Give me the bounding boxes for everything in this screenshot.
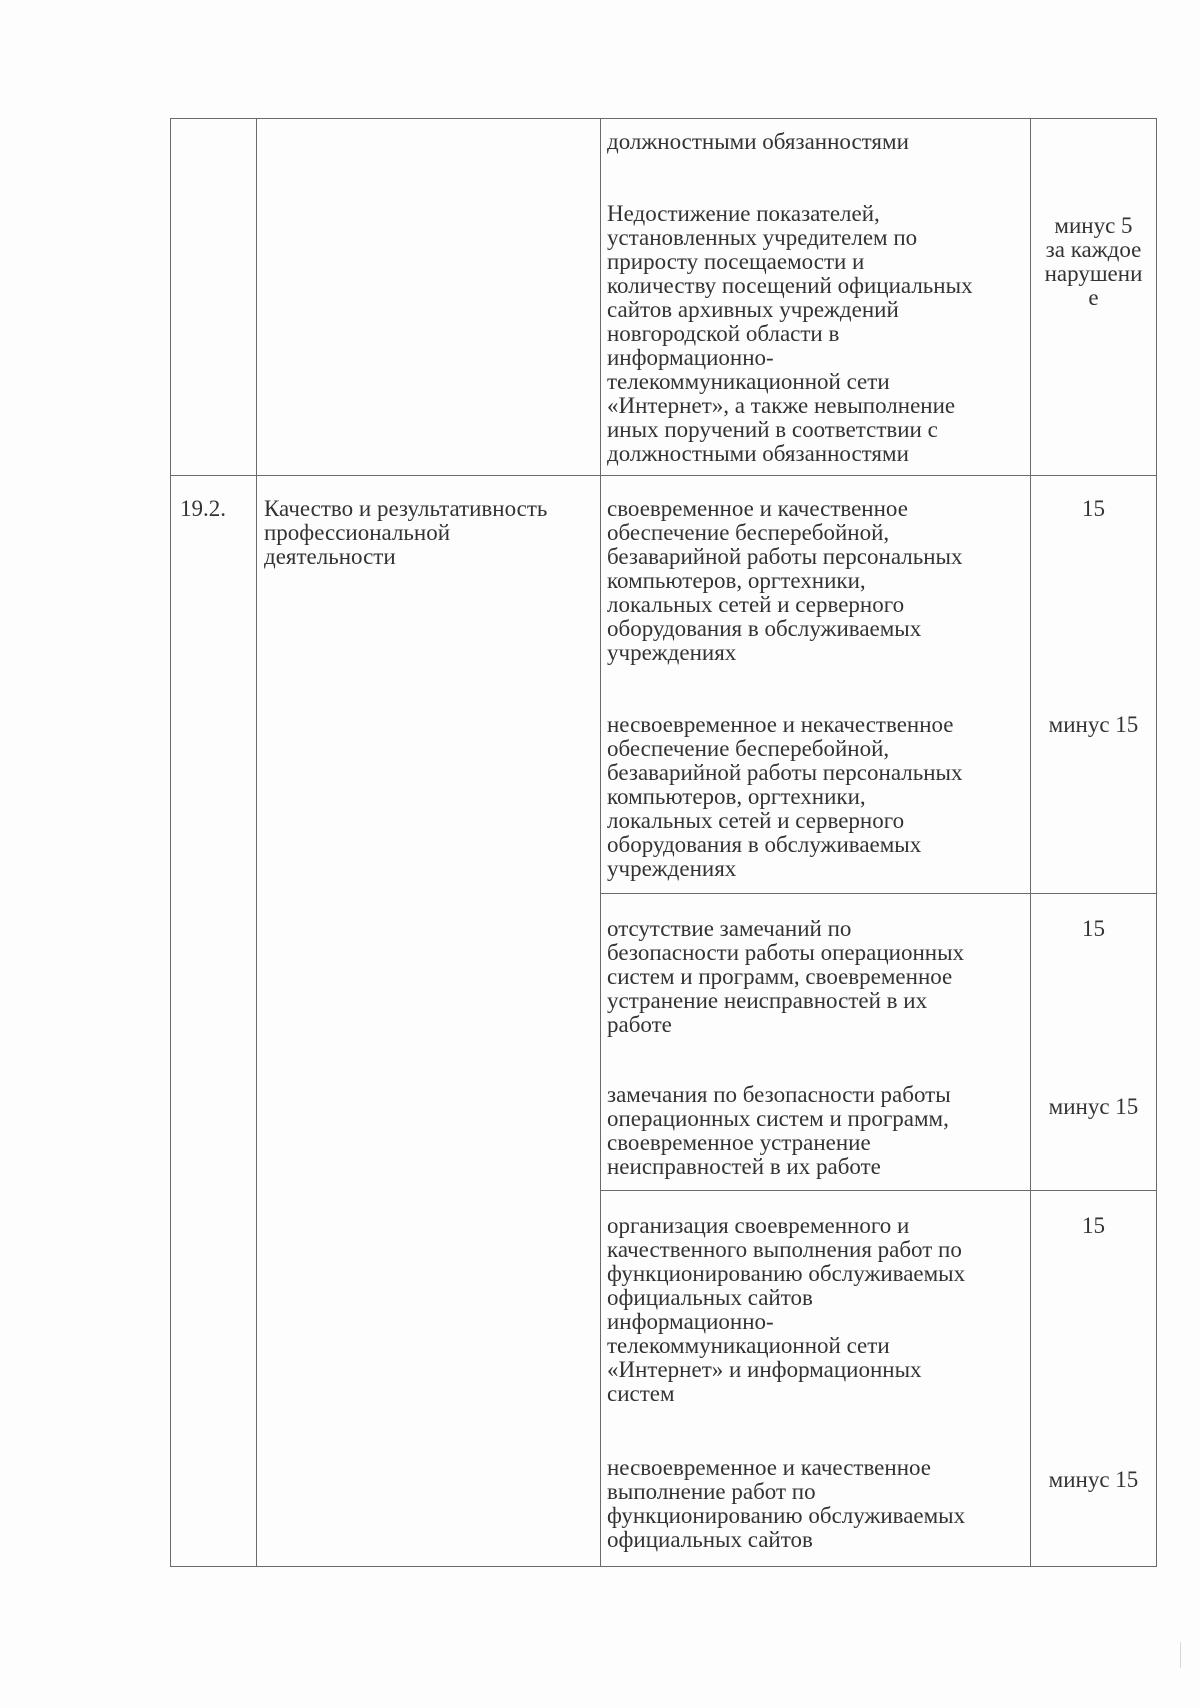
table-border-right (1156, 118, 1157, 1567)
criterion-text: своевременное и качественное обеспечение бесперебойной, безаварийной работы персональных компьютеров, оргтехники, локальных сетей и серверного оборудования в обслуживаемых учреждениях (607, 496, 963, 665)
points-minus-5-per-violation: минус 5 за каждое нарушени е (1044, 213, 1143, 310)
criterion-text: отсутствие замечаний по безопасности работы операционных систем и программ, своевременное устранение неисправностей в их работе (607, 916, 965, 1037)
table-column-divider-3 (1030, 118, 1031, 1567)
criterion-text: несвоевременное и качественное выполнение работ по функционированию обслуживаемых официальных сайтов (607, 1455, 966, 1552)
criterion-text-target-failure: Недостижение показателей, установленных учредителем по приросту посещаемости и количеству посещений официальных сайтов архивных учреждений новгородской области в информационно- телекоммуникационной сети «Интернет», а также невыполнение иных поручений в соответствии с должностными обязанностями (607, 201, 973, 466)
criterion-text: несвоевременное и некачественное обеспечение бесперебойной, безаварийной работы персональных компьютеров, оргтехники, локальных сетей и серверного оборудования в обслуживаемых учреждениях (607, 712, 963, 881)
table-row-divider-subrow-1 (600, 893, 1157, 894)
criterion-text-continued: должностными обязанностями (607, 129, 909, 154)
criterion-text: замечания по безопасности работы операционных систем и программ, своевременное устранение неисправностей в их работе (607, 1082, 951, 1179)
points-value: 15 (1082, 496, 1105, 521)
table-border-bottom (170, 1566, 1157, 1567)
scan-artifact (1180, 1642, 1181, 1668)
points-value: минус 15 (1048, 1094, 1139, 1119)
table-border-top (170, 118, 1157, 119)
points-value: 15 (1082, 916, 1105, 941)
table-column-divider-1 (256, 118, 257, 1567)
criterion-text: организация своевременного и качественного выполнения работ по функционированию обслуживаемых официальных сайтов информационно- телекоммуникационной сети «Интернет» и информационных систем (607, 1213, 966, 1406)
points-value: минус 15 (1048, 1467, 1139, 1492)
points-value: минус 15 (1048, 712, 1139, 737)
table-row-divider-top-block (170, 475, 1157, 476)
points-value: 15 (1082, 1213, 1105, 1238)
table-border-left (170, 118, 171, 1567)
table-column-divider-2 (600, 118, 601, 1567)
section-title: Качество и результативность профессиональной деятельности (264, 496, 548, 569)
table-row-divider-subrow-2 (600, 1190, 1157, 1191)
section-number: 19.2. (180, 496, 226, 521)
